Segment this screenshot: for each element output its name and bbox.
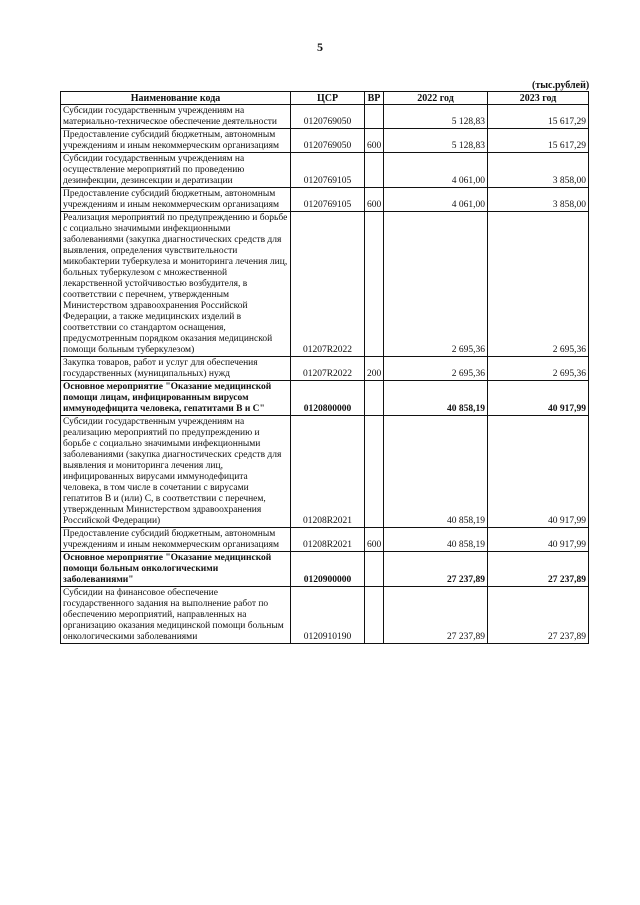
row-csr-code: 0120800000 bbox=[291, 381, 365, 416]
row-amount-2022: 4 061,00 bbox=[384, 188, 488, 212]
row-vr-code bbox=[365, 416, 384, 528]
table-header-row bbox=[61, 92, 589, 105]
budget-table bbox=[60, 91, 589, 644]
page-number: 5 bbox=[317, 40, 323, 54]
row-amount-2022: 27 237,89 bbox=[384, 587, 488, 644]
row-amount-2023: 2 695,36 bbox=[488, 357, 589, 381]
row-csr-code: 0120769050 bbox=[291, 105, 365, 129]
row-name: Основное мероприятие "Оказание медицинской помощи больным онкологическими заболеваниями" bbox=[61, 552, 291, 587]
row-amount-2023: 3 858,00 bbox=[488, 188, 589, 212]
header-csr: ЦСР bbox=[291, 92, 365, 105]
row-amount-2023: 3 858,00 bbox=[488, 153, 589, 188]
row-amount-2023: 27 237,89 bbox=[488, 552, 589, 587]
row-csr-code: 01207R2022 bbox=[291, 357, 365, 381]
row-csr-code: 0120769105 bbox=[291, 153, 365, 188]
row-amount-2022: 5 128,83 bbox=[384, 105, 488, 129]
row-amount-2023: 15 617,29 bbox=[488, 105, 589, 129]
row-vr-code bbox=[365, 587, 384, 644]
header-2022: 2022 год bbox=[384, 92, 488, 105]
header-2023: 2023 год bbox=[488, 92, 589, 105]
row-amount-2023: 15 617,29 bbox=[488, 129, 589, 153]
table-row bbox=[61, 552, 589, 587]
row-amount-2022: 4 061,00 bbox=[384, 153, 488, 188]
row-name: Субсидии государственным учреждениям на материально-техническое обеспечение деятельности bbox=[61, 105, 291, 129]
table-row bbox=[61, 129, 589, 153]
row-name: Основное мероприятие "Оказание медицинской помощи лицам, инфицированным вирусом иммунодефицита человека, гепатитами В и С" bbox=[61, 381, 291, 416]
row-vr-code bbox=[365, 212, 384, 357]
row-amount-2022: 2 695,36 bbox=[384, 357, 488, 381]
row-name: Предоставление субсидий бюджетным, автономным учреждениям и иным некоммерческим организациям bbox=[61, 129, 291, 153]
table-row bbox=[61, 528, 589, 552]
row-csr-code: 01208R2021 bbox=[291, 528, 365, 552]
row-amount-2023: 40 917,99 bbox=[488, 416, 589, 528]
row-vr-code: 200 bbox=[365, 357, 384, 381]
row-vr-code: 600 bbox=[365, 129, 384, 153]
row-name: Предоставление субсидий бюджетным, автономным учреждениям и иным некоммерческим организациям bbox=[61, 528, 291, 552]
row-amount-2022: 40 858,19 bbox=[384, 528, 488, 552]
row-name: Субсидии государственным учреждениям на реализацию мероприятий по предупреждению и борьбе с социально значимыми инфекционными заболеваниями (закупка диагностических средств для выявления и мониторинга лечения лиц, инфицированных вирусами иммунодефицита человека, в том числе в сочетании с вирусами гепатитов В и (или) С, в соответствии с перечнем, утвержденным Министерством здравоохранения Российской Федерации) bbox=[61, 416, 291, 528]
row-vr-code bbox=[365, 153, 384, 188]
table-row bbox=[61, 381, 589, 416]
row-name: Субсидии государственным учреждениям на осуществление мероприятий по проведению дезинфекции, дезинсекции и дератизации bbox=[61, 153, 291, 188]
row-amount-2022: 40 858,19 bbox=[384, 381, 488, 416]
row-amount-2023: 2 695,36 bbox=[488, 212, 589, 357]
table-row bbox=[61, 188, 589, 212]
row-amount-2022: 2 695,36 bbox=[384, 212, 488, 357]
table-row bbox=[61, 416, 589, 528]
row-csr-code: 0120769050 bbox=[291, 129, 365, 153]
table-row bbox=[61, 212, 589, 357]
row-amount-2023: 40 917,99 bbox=[488, 528, 589, 552]
row-csr-code: 0120910190 bbox=[291, 587, 365, 644]
row-amount-2022: 5 128,83 bbox=[384, 129, 488, 153]
table-row bbox=[61, 357, 589, 381]
row-amount-2023: 40 917,99 bbox=[488, 381, 589, 416]
row-name: Предоставление субсидий бюджетным, автономным учреждениям и иным некоммерческим организациям bbox=[61, 188, 291, 212]
row-name: Реализация мероприятий по предупреждению и борьбе с социально значимыми инфекционными заболеваниями (закупка диагностических средств для выявления, определения чувствительности микобактерии туберкулеза и мониторинга лечения лиц, больных туберкулезом с множественной лекарственной устойчивостью возбудителя, в соответствии с перечнем, утвержденным Министерством здравоохранения Российской Федерации, а также медицинских изделий в соответствии со стандартом оснащения, предусмотренным порядком оказания медицинской помощи больным туберкулезом) bbox=[61, 212, 291, 357]
row-name: Закупка товаров, работ и услуг для обеспечения государственных (муниципальных) нужд bbox=[61, 357, 291, 381]
table-row bbox=[61, 153, 589, 188]
row-name: Субсидии на финансовое обеспечение государственного задания на выполнение работ по обеспечению мероприятий, направленных на организацию оказания медицинской помощи больным онкологическими заболеваниями bbox=[61, 587, 291, 644]
row-vr-code: 600 bbox=[365, 188, 384, 212]
row-csr-code: 0120769105 bbox=[291, 188, 365, 212]
row-amount-2022: 40 858,19 bbox=[384, 416, 488, 528]
header-name: Наименование кода bbox=[61, 92, 291, 105]
table-row bbox=[61, 587, 589, 644]
row-csr-code: 01208R2021 bbox=[291, 416, 365, 528]
row-csr-code: 01207R2022 bbox=[291, 212, 365, 357]
row-vr-code bbox=[365, 381, 384, 416]
row-vr-code bbox=[365, 105, 384, 129]
row-amount-2023: 27 237,89 bbox=[488, 587, 589, 644]
header-vr: ВР bbox=[365, 92, 384, 105]
table-body bbox=[61, 105, 589, 644]
row-vr-code bbox=[365, 552, 384, 587]
table-row bbox=[61, 105, 589, 129]
units-label: (тыс.рублей) bbox=[532, 80, 590, 91]
row-amount-2022: 27 237,89 bbox=[384, 552, 488, 587]
row-vr-code: 600 bbox=[365, 528, 384, 552]
row-csr-code: 0120900000 bbox=[291, 552, 365, 587]
